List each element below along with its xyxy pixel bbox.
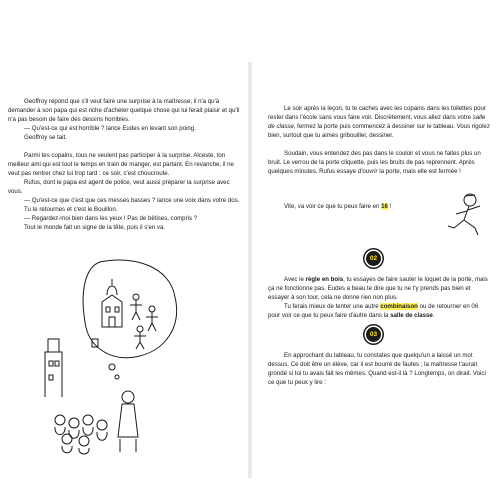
right-section-03 bbox=[268, 351, 490, 387]
section-link-16[interactable]: 16 bbox=[381, 203, 388, 210]
section-number-03: 03 bbox=[366, 327, 381, 342]
section-number-02: 02 bbox=[366, 251, 381, 266]
paragraph: En approchant du tableau, tu constates que quelqu'un a laissé un mot dessus. Ce doit être un élève, car il est bourré de fautes ; la maîtresse t'aurait grondé si toi tu avais fait les mêmes. Quand est-il là ? Longtemps, on dirait. Voici ce que tu peux y lire : bbox=[268, 352, 486, 386]
text-span: ou de retourner en 06 pour voir ce que tu peux faire d'autre dans la bbox=[268, 303, 479, 319]
paragraph: Parmi tes copains, tous ne veulent pas participer à la surprise. Alceste, ton meilleur ami qui est tout le temps en train de manger, est partant. En revanche, il ne veut pas rentrer chez lui trop tard : ce soir, c'est choucroute. bbox=[8, 152, 234, 177]
text-span: . bbox=[432, 312, 435, 319]
text-span: Soudain, vous entendez des pas dans le couloir et vous ne faites plus un bruit. Le verrou de la porte cliquette, puis les bruits de pas reprennent. Après quelques minutes, Rufus essaye bbox=[268, 150, 481, 175]
text-span: Le soir après la leçon, tu te caches avec les copains dans les toilettes pour rester dans l'école sans vous faire voir. Discrètement, vous allez dans votre bbox=[268, 105, 486, 121]
left-page bbox=[0, 62, 248, 478]
text-span: Avec le bbox=[284, 276, 306, 283]
paragraph: — Regardez-moi bien dans les yeux ! Pas de bêtises, compris ? bbox=[24, 215, 198, 222]
paragraph: Tu te retournes et c'est le Bouillon. bbox=[24, 206, 118, 213]
right-section-01 bbox=[268, 104, 490, 176]
illustration-running-boy bbox=[442, 190, 492, 240]
paragraph: — Qu'est-ce que c'est que ces messes basses ? lance une voix dans votre dos. bbox=[24, 197, 240, 204]
text-span: , fermez la porte puis commencez à dessiner sur le tableau. Vous rigolez bien, surtout que tu aimes gribouiller, dessiner. bbox=[268, 123, 490, 139]
paragraph: Geoffroy répond que s'il veut faire une surprise à la maîtresse, il n'a qu'à demander à son papa qui est riche d'acheter quelque chose qui lui ferait plaisir et qu'il n'a pas besoin de faire des dessins horribles. bbox=[8, 98, 240, 123]
text-span: d'ouvrir bbox=[357, 168, 378, 175]
text-span: , tu essayes de faire sauter le loquet de la porte, mais ça ne fonctionne pas. Eudes a beau te dire que tu ne t'y prends pas bien et essayer à son tour, cela ne donne rien non plus. bbox=[268, 276, 488, 301]
text-span: salle de classe bbox=[390, 312, 433, 319]
text-span: Vite, va voir ce que tu peux faire en bbox=[284, 203, 382, 210]
right-section-02 bbox=[268, 275, 490, 320]
paragraph: Rufus, dont le papa est agent de police, veut aussi préparer la surprise avec vous. bbox=[8, 179, 230, 195]
text-span: Tu ferais mieux de tenter une autre bbox=[284, 303, 381, 310]
text-span: la porte, mais elle est fermée ! bbox=[377, 168, 461, 175]
paragraph: Tout le monde fait un signe de la tête, puis il s'en va. bbox=[24, 224, 166, 231]
left-page-text bbox=[8, 97, 240, 232]
paragraph: — Qu'est-ce qui est horrible ? lance Eudes en levant son poing. bbox=[24, 125, 196, 132]
paragraph: Geoffroy se tait. bbox=[24, 134, 67, 141]
text-span: règle en bois bbox=[305, 276, 344, 283]
go-to-16-line bbox=[268, 202, 418, 211]
highlight-combinaison: combinaison bbox=[380, 303, 418, 310]
text-span: ! bbox=[387, 203, 392, 210]
right-page bbox=[252, 62, 500, 478]
illustration-children-drawing bbox=[40, 257, 190, 457]
text-span: salle de classe bbox=[268, 114, 486, 130]
